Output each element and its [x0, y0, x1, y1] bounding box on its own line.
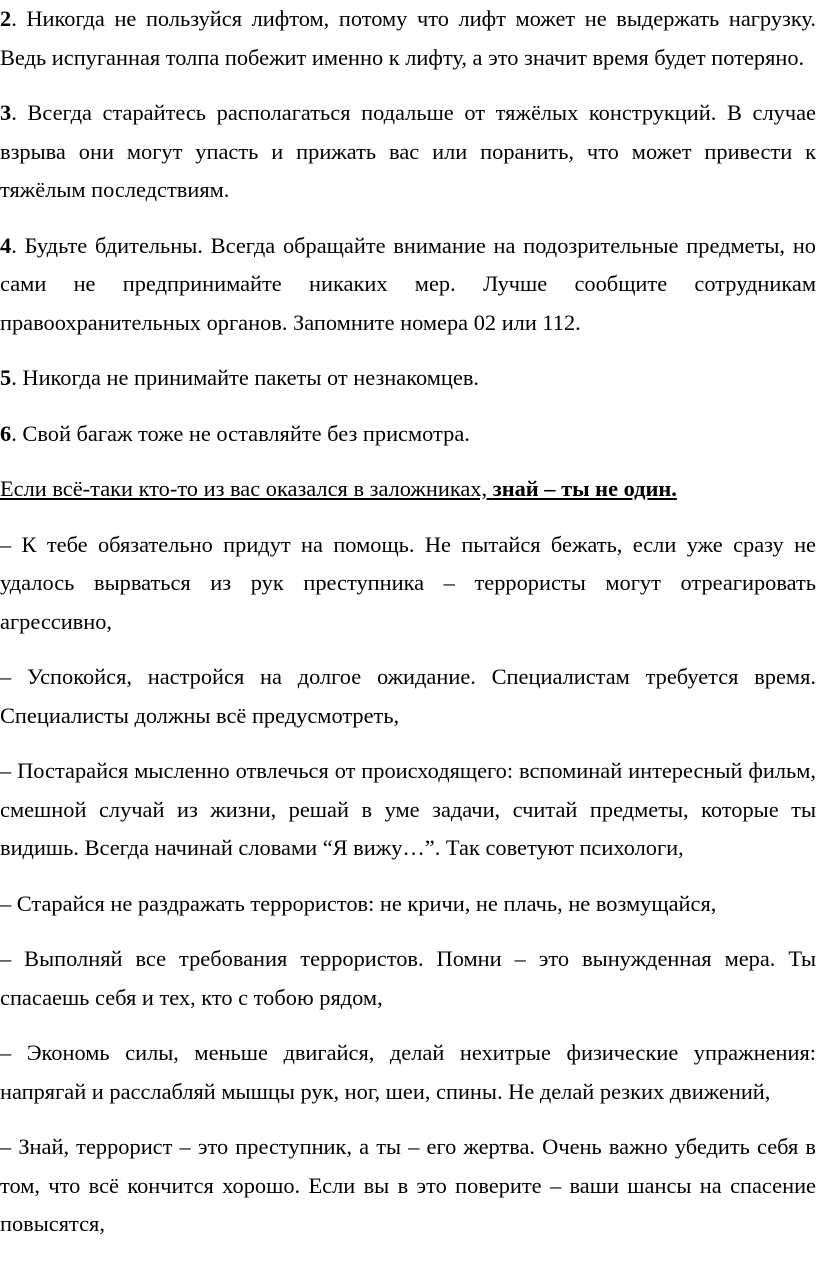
advice-item: – Знай, террорист – это преступник, а ты – его жертва. Очень важно убедить себя в том, что всё кончится хорошо. Если вы в это поверите – ваши шансы на спасение повысятся,	[0, 1134, 816, 1236]
rule-number: 4	[0, 232, 12, 258]
paragraph-spacer	[0, 1111, 816, 1128]
rule-text: . Всегда старайтесь располагаться подальше от тяжёлых конструкций. В случае взрыва они могут упасть и прижать вас или поранить, что может привести к тяжёлым последствиям.	[0, 100, 816, 202]
paragraph-spacer	[0, 453, 816, 470]
rule-number: 2	[0, 6, 12, 31]
paragraph-spacer	[0, 868, 816, 885]
paragraph-spacer	[0, 923, 816, 940]
hostage-heading-text: Если всё-таки кто-то из вас оказался в заложниках,	[0, 476, 493, 501]
rule-text: . Будьте бдительны. Всегда обращайте внимание на подозрительные предметы, но сами не предпринимайте никаких мер. Лучше сообщите сотрудникам правоохранительных органов. Запомните номера 02 или 112.	[0, 232, 816, 335]
rule-item-3	[0, 94, 816, 210]
rule-item-2	[0, 0, 816, 77]
rule-number: 6	[0, 420, 12, 446]
rule-item-6	[0, 415, 816, 454]
hostage-heading	[0, 470, 816, 509]
rule-item-5	[0, 359, 816, 398]
advice-item: – Выполняй все требования террористов. Помни – это вынужденная мера. Ты спасаешь себя и тех, кто с тобою рядом,	[0, 946, 816, 1010]
rule-text: . Никогда не пользуйся лифтом, потому что лифт может не выдержать нагрузку. Ведь испуганная толпа побежит именно к лифту, а это значит время будет потеряно.	[0, 6, 816, 70]
advice-item: – Старайся не раздражать террористов: не кричи, не плачь, не возмущайся,	[0, 890, 717, 916]
paragraph-spacer	[0, 641, 816, 658]
rule-number: 5	[0, 365, 12, 390]
paragraph-spacer	[0, 77, 816, 94]
rule-text: . Никогда не принимайте пакеты от незнакомцев.	[11, 365, 479, 390]
paragraph-spacer	[0, 342, 816, 359]
rule-text: . Свой багаж тоже не оставляйте без присмотра.	[11, 420, 470, 446]
advice-item: – К тебе обязательно придут на помощь. Не пытайся бежать, если уже сразу не удалось вырваться из рук преступника – террористы могут отреагировать агрессивно,	[0, 531, 816, 634]
paragraph-spacer	[0, 509, 816, 526]
hostage-heading-emphasis: знай – ты не один.	[492, 476, 677, 501]
advice-item: – Экономь силы, меньше двигайся, делай нехитрые физические упражнения: напрягай и расслабляй мышцы рук, ног, шеи, спины. Не делай резких движений,	[0, 1040, 816, 1104]
rule-number: 3	[0, 100, 12, 125]
paragraph-spacer	[0, 1017, 816, 1034]
paragraph-spacer	[0, 210, 816, 227]
paragraph-spacer	[0, 398, 816, 415]
advice-item: – Успокойся, настройся на долгое ожидание. Специалистам требуется время. Специалисты должны всё предусмотреть,	[0, 664, 816, 728]
advice-item: – Постарайся мысленно отвлечься от происходящего: вспоминай интересный фильм, смешной случай из жизни, решай в уме задачи, считай предметы, которые ты видишь. Всегда начинай словами “Я вижу…”. Так советуют психологи,	[0, 758, 816, 860]
paragraph-spacer	[0, 735, 816, 752]
rule-item-4	[0, 227, 816, 343]
